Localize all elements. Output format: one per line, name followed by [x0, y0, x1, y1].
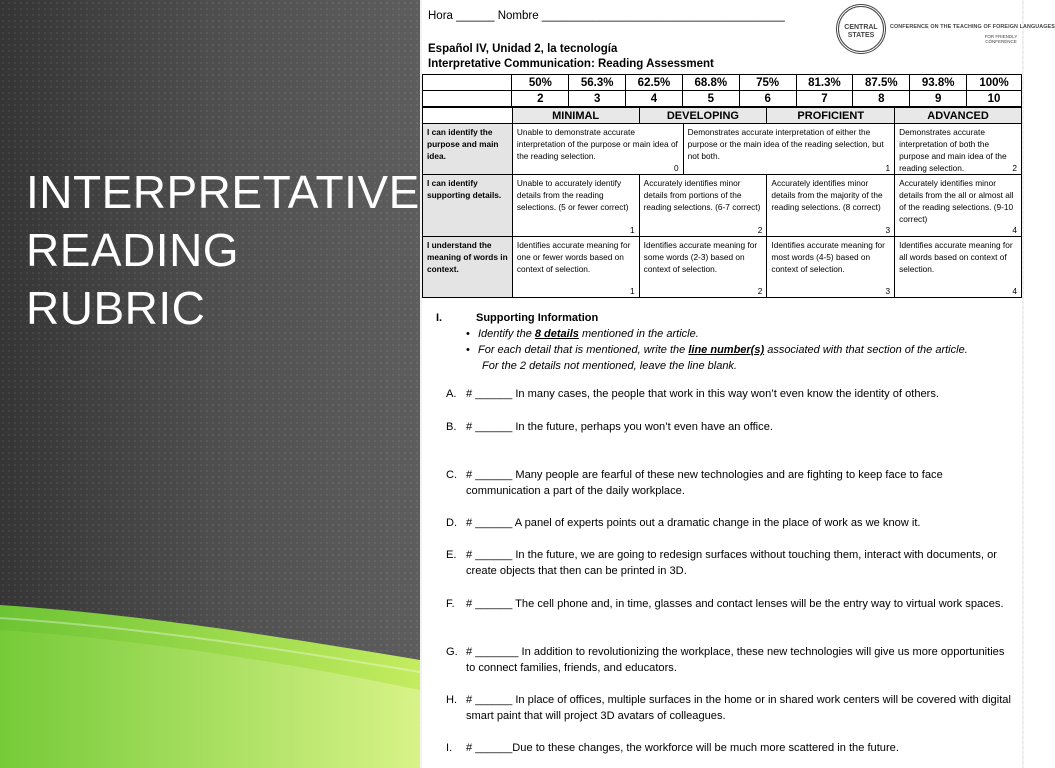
descriptor-cell: [639, 175, 767, 237]
blank-cell: [423, 108, 513, 124]
points-cell: 3: [569, 91, 626, 107]
descriptor-text: Identifies accurate meaning for all words based on context of selection.: [899, 240, 1013, 274]
central-states-logo: [830, 2, 1055, 58]
points-cell: 7: [796, 91, 853, 107]
score-value: 3: [885, 225, 891, 235]
percent-cell: 56.3%: [569, 75, 626, 91]
descriptor-text: Accurately identifies minor details from the majority of the reading selections. (8 correct): [771, 178, 883, 212]
slide-title-panel: [0, 0, 420, 768]
rubric-table: [422, 123, 1022, 298]
descriptor-cell: [512, 124, 683, 175]
percent-cell: 68.8%: [682, 75, 739, 91]
level-minimal: MINIMAL: [512, 108, 639, 124]
section-number: I.: [436, 312, 443, 324]
percent-cell: 87.5%: [853, 75, 910, 91]
descriptor-text: Identifies accurate meaning for some words (2-3) based on context of selection.: [643, 240, 758, 274]
points-cell: 2: [512, 91, 569, 107]
item-text: # ______ Many people are fearful of these new technologies and are fighting to keep face to face communication a part of the daily workplace.: [466, 469, 943, 497]
score-value: 2: [757, 225, 763, 235]
descriptor-cell: [767, 237, 895, 298]
section-title: Supporting Information: [476, 312, 599, 324]
instruction-bullet: • For each detail that is mentioned, write the line number(s) associated with that section of the article.: [466, 344, 968, 356]
list-item: [446, 515, 1012, 531]
descriptor-text: Unable to demonstrate accurate interpretation of the purpose or main idea of the reading selection.: [516, 127, 678, 161]
rubric-row: [423, 124, 1022, 175]
score-value: 1: [630, 225, 635, 235]
percent-cell: 100%: [967, 75, 1022, 91]
criterion-cell: I can identify supporting details.: [423, 175, 513, 237]
list-item: [446, 547, 1012, 579]
slide-title: [26, 163, 420, 337]
descriptor-cell: [512, 237, 639, 298]
descriptor-cell: [895, 124, 1022, 175]
points-cell: 9: [910, 91, 967, 107]
name-line: Hora ______ Nombre ______________________________________: [428, 10, 785, 22]
descriptor-text: Identifies accurate meaning for most words (4-5) based on context of selection.: [771, 240, 885, 274]
seal-icon: CENTRAL STATES: [836, 4, 886, 54]
item-text: # ______ In many cases, the people that work in this way won’t even know the identity of others.: [466, 388, 939, 400]
score-value: 2: [757, 286, 763, 296]
points-cell: 5: [682, 91, 739, 107]
item-text: # _______ In addition to revolutionizing the workplace, these new technologies will give us more opportunities to connect families, friends, and educators.: [466, 646, 1005, 674]
document-page: [422, 0, 1055, 768]
rubric-row: [423, 237, 1022, 298]
descriptor-text: Unable to accurately identify details from the reading selections. (5 or fewer correct): [516, 178, 629, 212]
descriptor-text: Demonstrates accurate interpretation of either the purpose or the main idea of the reading selection, but not both.: [687, 127, 884, 161]
descriptor-cell: [895, 175, 1022, 237]
slide-title-line: INTERPRETATIVE: [26, 166, 420, 218]
document-heading: [428, 42, 714, 72]
blank-cell: [423, 91, 512, 107]
item-letter: E.: [446, 549, 457, 561]
bullet-icon: •: [466, 328, 470, 340]
item-text: # ______ In place of offices, multiple surfaces in the home or in shared work centers will be covered with digital smart paint that will project 3D avatars of colleagues.: [466, 694, 1011, 722]
percent-cell: 62.5%: [626, 75, 683, 91]
list-item: [446, 419, 1012, 435]
item-letter: D.: [446, 517, 458, 529]
descriptor-text: Accurately identifies minor details from portions of the reading selections. (6-7 correct): [643, 178, 761, 212]
score-conversion-table: [422, 74, 1022, 107]
list-item: [446, 644, 1012, 676]
list-item: [446, 467, 1012, 499]
level-advanced: ADVANCED: [895, 108, 1022, 124]
points-cell: 4: [626, 91, 683, 107]
percent-cell: 81.3%: [796, 75, 853, 91]
item-letter: H.: [446, 694, 458, 706]
item-letter: B.: [446, 421, 457, 433]
blank-cell: [423, 75, 512, 91]
slide-title-line: RUBRIC: [26, 282, 206, 334]
descriptor-text: Accurately identifies minor details from the all or almost all of the reading selections. (9-10 correct): [899, 178, 1014, 224]
percent-cell: 75%: [739, 75, 796, 91]
criterion-cell: I understand the meaning of words in context.: [423, 237, 513, 298]
item-text: # ______ A panel of experts points out a dramatic change in the place of work as we know it.: [466, 517, 921, 529]
logo-conference-text: CONFERENCE ON THE TEACHING OF FOREIGN LANGUAGES: [890, 24, 1055, 30]
score-value: 3: [885, 286, 891, 296]
score-value: 0: [673, 163, 679, 173]
percent-cell: 50%: [512, 75, 569, 91]
level-header-table: [422, 107, 1022, 124]
descriptor-text: Identifies accurate meaning for one or fewer words based on context of selection.: [516, 240, 631, 274]
score-value: 2: [1012, 163, 1017, 173]
instruction-bullet: • Identify the 8 details mentioned in the article.: [466, 328, 699, 340]
points-cell: 8: [853, 91, 910, 107]
score-value: 4: [1012, 286, 1017, 296]
list-item: [446, 596, 1012, 612]
item-text: # ______ In the future, we are going to redesign surfaces without touching them, interact with documents, or create objects that then can be printed in 3D.: [466, 549, 997, 577]
item-letter: A.: [446, 388, 457, 400]
level-developing: DEVELOPING: [639, 108, 767, 124]
score-value: 4: [1012, 225, 1017, 235]
item-text: # ______Due to these changes, the workforce will be much more scattered in the future.: [466, 742, 899, 754]
list-item: [446, 692, 1012, 724]
descriptor-cell: [767, 175, 895, 237]
slide-title-line: READING: [26, 224, 240, 276]
assessment-title: Interpretative Communication: Reading Assessment: [428, 58, 714, 70]
points-cell: 10: [967, 91, 1022, 107]
bullet-icon: •: [466, 344, 470, 356]
item-letter: I.: [446, 742, 453, 754]
item-text: # ______ In the future, perhaps you won’t even have an office.: [466, 421, 773, 433]
course-title: Español IV, Unidad 2, la tecnología: [428, 43, 618, 55]
descriptor-text: Demonstrates accurate interpretation of both the purpose and main idea of the reading selection.: [899, 127, 1007, 173]
descriptor-cell: [512, 175, 639, 237]
item-letter: C.: [446, 469, 458, 481]
item-letter: F.: [446, 598, 455, 610]
green-accent-shape: [0, 0, 420, 768]
score-value: 1: [885, 163, 891, 173]
descriptor-cell: [895, 237, 1022, 298]
logo-sub-text: FOR FRIENDLY CONFERENCE: [984, 34, 1018, 44]
item-letter: G.: [446, 646, 458, 658]
list-item: [446, 740, 1012, 756]
item-text: # ______ The cell phone and, in time, glasses and contact lenses will be the entry way to virtual work spaces.: [466, 598, 1004, 610]
descriptor-cell: [683, 124, 895, 175]
points-row: [423, 91, 1022, 107]
instruction-note: For the 2 details not mentioned, leave the line blank.: [482, 360, 737, 372]
level-row: [423, 108, 1022, 124]
descriptor-cell: [639, 237, 767, 298]
level-proficient: PROFICIENT: [767, 108, 895, 124]
points-cell: 6: [739, 91, 796, 107]
rubric-row: [423, 175, 1022, 237]
list-item: [446, 386, 1012, 402]
percent-cell: 93.8%: [910, 75, 967, 91]
criterion-cell: I can identify the purpose and main idea.: [423, 124, 513, 175]
percent-row: [423, 75, 1022, 91]
score-value: 1: [630, 286, 635, 296]
